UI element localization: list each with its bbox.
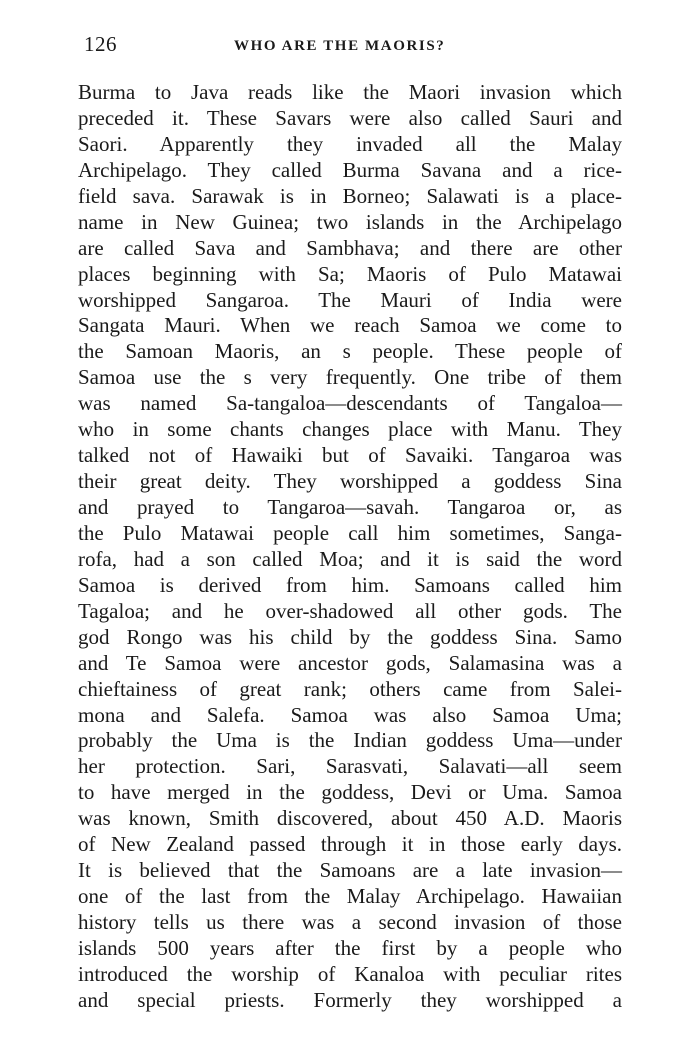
text-line: to have merged in the goddess, Devi or Uma. Samoa [78,780,622,805]
text-line: and Te Samoa were ancestor gods, Salamasina was a [78,650,622,675]
text-line: Saori. Apparently they invaded all the Malay [78,131,622,156]
text-line: islands 500 years after the first by a people who [78,935,622,960]
body-text [78,80,622,1014]
text-line: mona and Salefa. Samoa was also Samoa Uma; [78,702,622,727]
text-line: their great deity. They worshipped a goddess Sina [78,469,622,494]
text-line: of New Zealand passed through it in those early days. [78,832,622,857]
text-line: and prayed to Tangaroa—savah. Tangaroa or, as [78,495,622,519]
text-line: Archipelago. They called Burma Savana and a rice- [78,157,622,182]
text-line: field sava. Sarawak is in Borneo; Salawati is a place- [78,183,622,208]
text-line: rofa, had a son called Moa; and it is said the word [78,546,622,571]
text-line: one of the last from the Malay Archipelago. Hawaiian [78,884,622,909]
text-line: Samoa is derived from him. Samoans called him [78,572,622,597]
page-header [84,32,624,62]
text-line: preceded it. These Savars were also called Sauri and [78,105,622,130]
text-line: worshipped Sangaroa. The Mauri of India were [78,287,622,312]
text-line: are called Sava and Sambhava; and there are other [78,235,622,260]
running-head: WHO ARE THE MAORIS? [234,38,446,54]
text-line: was known, Smith discovered, about 450 A.D. Maoris [78,806,622,831]
text-line: probably the Uma is the Indian goddess Uma—under [78,728,622,753]
text-line: introduced the worship of Kanaloa with peculiar rites [78,961,622,986]
text-line: was named Sa-tangaloa—descendants of Tangaloa— [78,391,622,416]
text-line: name in New Guinea; two islands in the Archipelago [78,209,622,234]
text-line: Tagaloa; and he over-shadowed all other gods. The [78,598,622,623]
text-line: places beginning with Sa; Maoris of Pulo Matawai [78,261,622,286]
text-line: Samoa use the s very frequently. One tribe of them [78,365,622,390]
text-line: god Rongo was his child by the goddess Sina. Samo [78,624,622,649]
page-number: 126 [84,32,117,56]
text-line: her protection. Sari, Sarasvati, Salavati—all seem [78,754,622,779]
text-line: the Samoan Maoris, an s people. These people of [78,339,622,364]
text-line: history tells us there was a second invasion of those [78,910,622,934]
text-line: It is believed that the Samoans are a late invasion— [78,858,622,883]
text-line: Burma to Java reads like the Maori invasion which [78,80,622,104]
text-line: and special priests. Formerly they worshipped a [78,987,622,1012]
text-line: chieftainess of great rank; others came from Salei- [78,676,622,701]
text-line: who in some chants changes place with Manu. They [78,417,622,442]
text-line: the Pulo Matawai people call him sometimes, Sanga- [78,520,622,545]
text-line: Sangata Mauri. When we reach Samoa we come to [78,313,622,338]
text-line: talked not of Hawaiki but of Savaiki. Tangaroa was [78,443,622,468]
